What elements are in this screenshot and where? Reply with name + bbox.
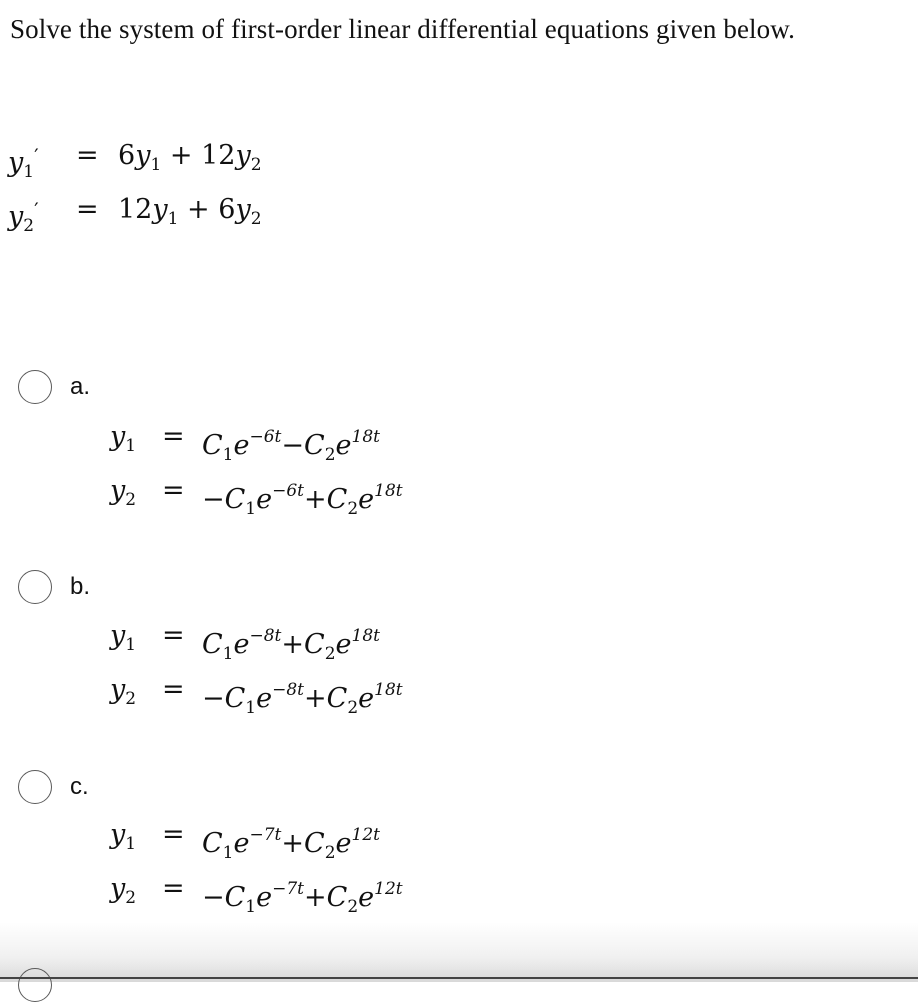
y-var: y bbox=[110, 819, 126, 850]
e-var: e bbox=[358, 882, 375, 913]
prime-mark: ′ bbox=[34, 198, 39, 222]
coef: 6 bbox=[218, 194, 236, 225]
C-var: C bbox=[224, 882, 246, 913]
sub: 2 bbox=[347, 698, 359, 718]
operator: + bbox=[304, 882, 327, 913]
coef: 12 bbox=[118, 194, 153, 225]
C-var: C bbox=[224, 484, 246, 515]
operator: + bbox=[281, 828, 305, 859]
C-var: C bbox=[304, 629, 325, 660]
sign: − bbox=[202, 882, 225, 913]
C-var: C bbox=[202, 430, 223, 461]
bottom-divider bbox=[0, 977, 918, 979]
equals-sign: = bbox=[162, 819, 185, 850]
lhs-var: y bbox=[8, 147, 24, 178]
e-var: e bbox=[256, 882, 273, 913]
e-var: e bbox=[256, 683, 273, 714]
lhs-var: y bbox=[8, 201, 24, 232]
sub: 1 bbox=[125, 834, 137, 854]
equals-sign: = bbox=[76, 194, 99, 225]
exponent: 18t bbox=[351, 427, 380, 447]
equals-sign: = bbox=[162, 475, 185, 506]
y-var: y bbox=[110, 475, 126, 506]
e-var: e bbox=[335, 828, 352, 859]
option-a-label: a. bbox=[70, 373, 91, 400]
sub: 2 bbox=[324, 445, 336, 465]
sub: 1 bbox=[245, 499, 257, 519]
equals-sign: = bbox=[162, 873, 185, 904]
C-var: C bbox=[326, 683, 348, 714]
option-c-radio[interactable] bbox=[18, 770, 52, 804]
sub: 1 bbox=[167, 209, 179, 229]
sub: 2 bbox=[125, 888, 137, 908]
y-var: y bbox=[110, 674, 126, 705]
option-a-radio[interactable] bbox=[18, 370, 52, 404]
sub: 1 bbox=[245, 698, 257, 718]
exponent: 12t bbox=[374, 879, 403, 899]
C-var: C bbox=[326, 484, 348, 515]
equals-sign: = bbox=[76, 140, 99, 171]
C-var: C bbox=[304, 828, 325, 859]
sub: 2 bbox=[250, 155, 262, 175]
sub: 2 bbox=[347, 499, 359, 519]
var: y bbox=[235, 194, 251, 225]
equals-sign: = bbox=[162, 674, 185, 705]
C-var: C bbox=[202, 828, 223, 859]
C-var: C bbox=[326, 882, 348, 913]
coef: 6 bbox=[118, 140, 136, 171]
sub: 2 bbox=[250, 209, 262, 229]
var: y bbox=[235, 140, 251, 171]
option-b-radio[interactable] bbox=[18, 570, 52, 604]
C-var: C bbox=[304, 430, 325, 461]
C-var: C bbox=[224, 683, 246, 714]
sub: 1 bbox=[222, 644, 234, 664]
exponent: 18t bbox=[374, 481, 403, 501]
y-var: y bbox=[110, 873, 126, 904]
option-d-radio-partial[interactable] bbox=[18, 968, 52, 1002]
y-var: y bbox=[110, 620, 126, 651]
exponent: −8t bbox=[272, 680, 305, 700]
sub: 1 bbox=[125, 635, 137, 655]
sub: 2 bbox=[324, 843, 336, 863]
plus-sign: + bbox=[169, 140, 193, 171]
exponent: −7t bbox=[272, 879, 305, 899]
exponent: −6t bbox=[272, 481, 305, 501]
sub: 1 bbox=[222, 445, 234, 465]
lhs-sub: 2 bbox=[23, 216, 35, 236]
sub: 1 bbox=[125, 436, 137, 456]
operator: + bbox=[304, 484, 327, 515]
operator: − bbox=[281, 430, 305, 461]
sign: − bbox=[202, 484, 225, 515]
e-var: e bbox=[233, 629, 250, 660]
coef: 12 bbox=[201, 140, 236, 171]
sub: 1 bbox=[222, 843, 234, 863]
e-var: e bbox=[335, 430, 352, 461]
exponent: −7t bbox=[249, 825, 282, 845]
e-var: e bbox=[233, 430, 250, 461]
lhs-sub: 1 bbox=[23, 162, 35, 182]
plus-sign: + bbox=[187, 194, 210, 225]
exponent: −8t bbox=[249, 626, 282, 646]
e-var: e bbox=[358, 683, 375, 714]
sub: 2 bbox=[324, 644, 336, 664]
exponent: 18t bbox=[351, 626, 380, 646]
var: y bbox=[135, 140, 151, 171]
sub: 2 bbox=[347, 897, 359, 917]
exponent: 12t bbox=[351, 825, 380, 845]
question-text: Solve the system of first-order linear differential equations given below. bbox=[10, 14, 795, 44]
exponent: 18t bbox=[374, 680, 403, 700]
prime-mark: ′ bbox=[34, 144, 39, 168]
e-var: e bbox=[335, 629, 352, 660]
e-var: e bbox=[358, 484, 375, 515]
sub: 1 bbox=[245, 897, 257, 917]
option-c-label: c. bbox=[70, 773, 89, 800]
sign: − bbox=[202, 683, 225, 714]
var: y bbox=[152, 194, 168, 225]
option-b-label: b. bbox=[70, 573, 91, 600]
sub: 2 bbox=[125, 490, 137, 510]
C-var: C bbox=[202, 629, 223, 660]
equals-sign: = bbox=[162, 421, 185, 452]
y-var: y bbox=[110, 421, 126, 452]
equals-sign: = bbox=[162, 620, 185, 651]
operator: + bbox=[304, 683, 327, 714]
sub: 2 bbox=[125, 689, 137, 709]
operator: + bbox=[281, 629, 305, 660]
scroll-fade-overlay bbox=[0, 922, 918, 982]
sub: 1 bbox=[150, 155, 162, 175]
exponent: −6t bbox=[249, 427, 282, 447]
e-var: e bbox=[256, 484, 273, 515]
e-var: e bbox=[233, 828, 250, 859]
